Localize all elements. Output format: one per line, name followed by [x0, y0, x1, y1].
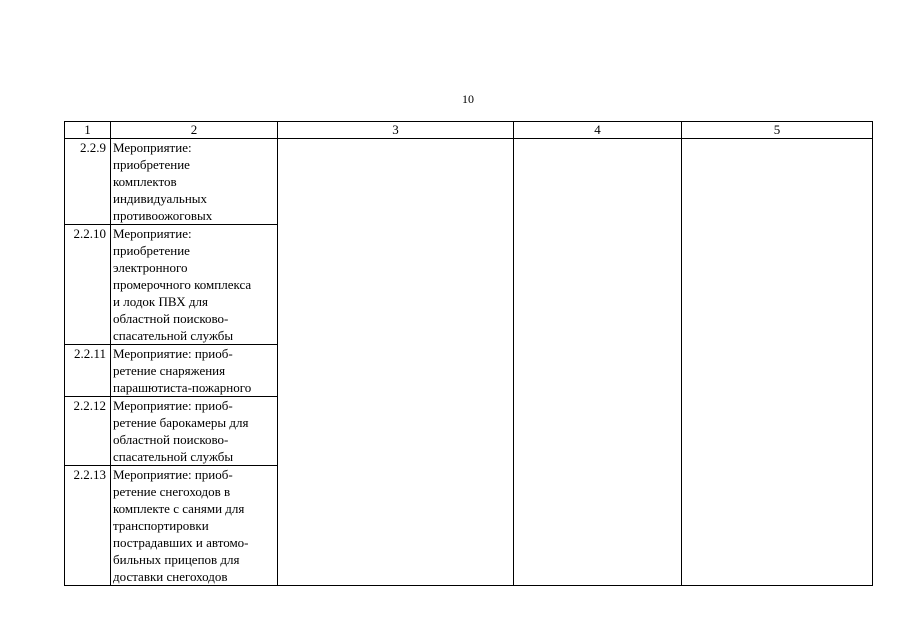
row-description: Мероприятие: приоб- ретение снаряжения парашютиста-пожарного: [111, 345, 278, 397]
row-number: 2.2.9: [65, 139, 111, 225]
column-header-5: 5: [682, 122, 873, 139]
row-description: Мероприятие: приоб- ретение барокамеры для областной поисково- спасательной службы: [111, 397, 278, 466]
row-number: 2.2.10: [65, 225, 111, 345]
row-number: 2.2.12: [65, 397, 111, 466]
row-number: 2.2.13: [65, 466, 111, 586]
row-description: Мероприятие: приобретение электронного промерочного комплекса и лодок ПВХ для областной поисково- спасательной службы: [111, 225, 278, 345]
document-table: [64, 121, 873, 586]
column-header-4: 4: [514, 122, 682, 139]
column-header-3: 3: [278, 122, 514, 139]
table-row: [65, 139, 873, 225]
row-description: Мероприятие: приоб- ретение снегоходов в комплекте с санями для транспортировки пострадавших и автомо- бильных прицепов для доставки снегоходов: [111, 466, 278, 586]
column-3-cell: [278, 139, 514, 586]
column-header-2: 2: [111, 122, 278, 139]
column-5-cell: [682, 139, 873, 586]
table-header-row: [65, 122, 873, 139]
column-4-cell: [514, 139, 682, 586]
row-number: 2.2.11: [65, 345, 111, 397]
row-description: Мероприятие: приобретение комплектов индивидуальных противоожоговых: [111, 139, 278, 225]
column-header-1: 1: [65, 122, 111, 139]
page-number: 10: [462, 92, 474, 106]
